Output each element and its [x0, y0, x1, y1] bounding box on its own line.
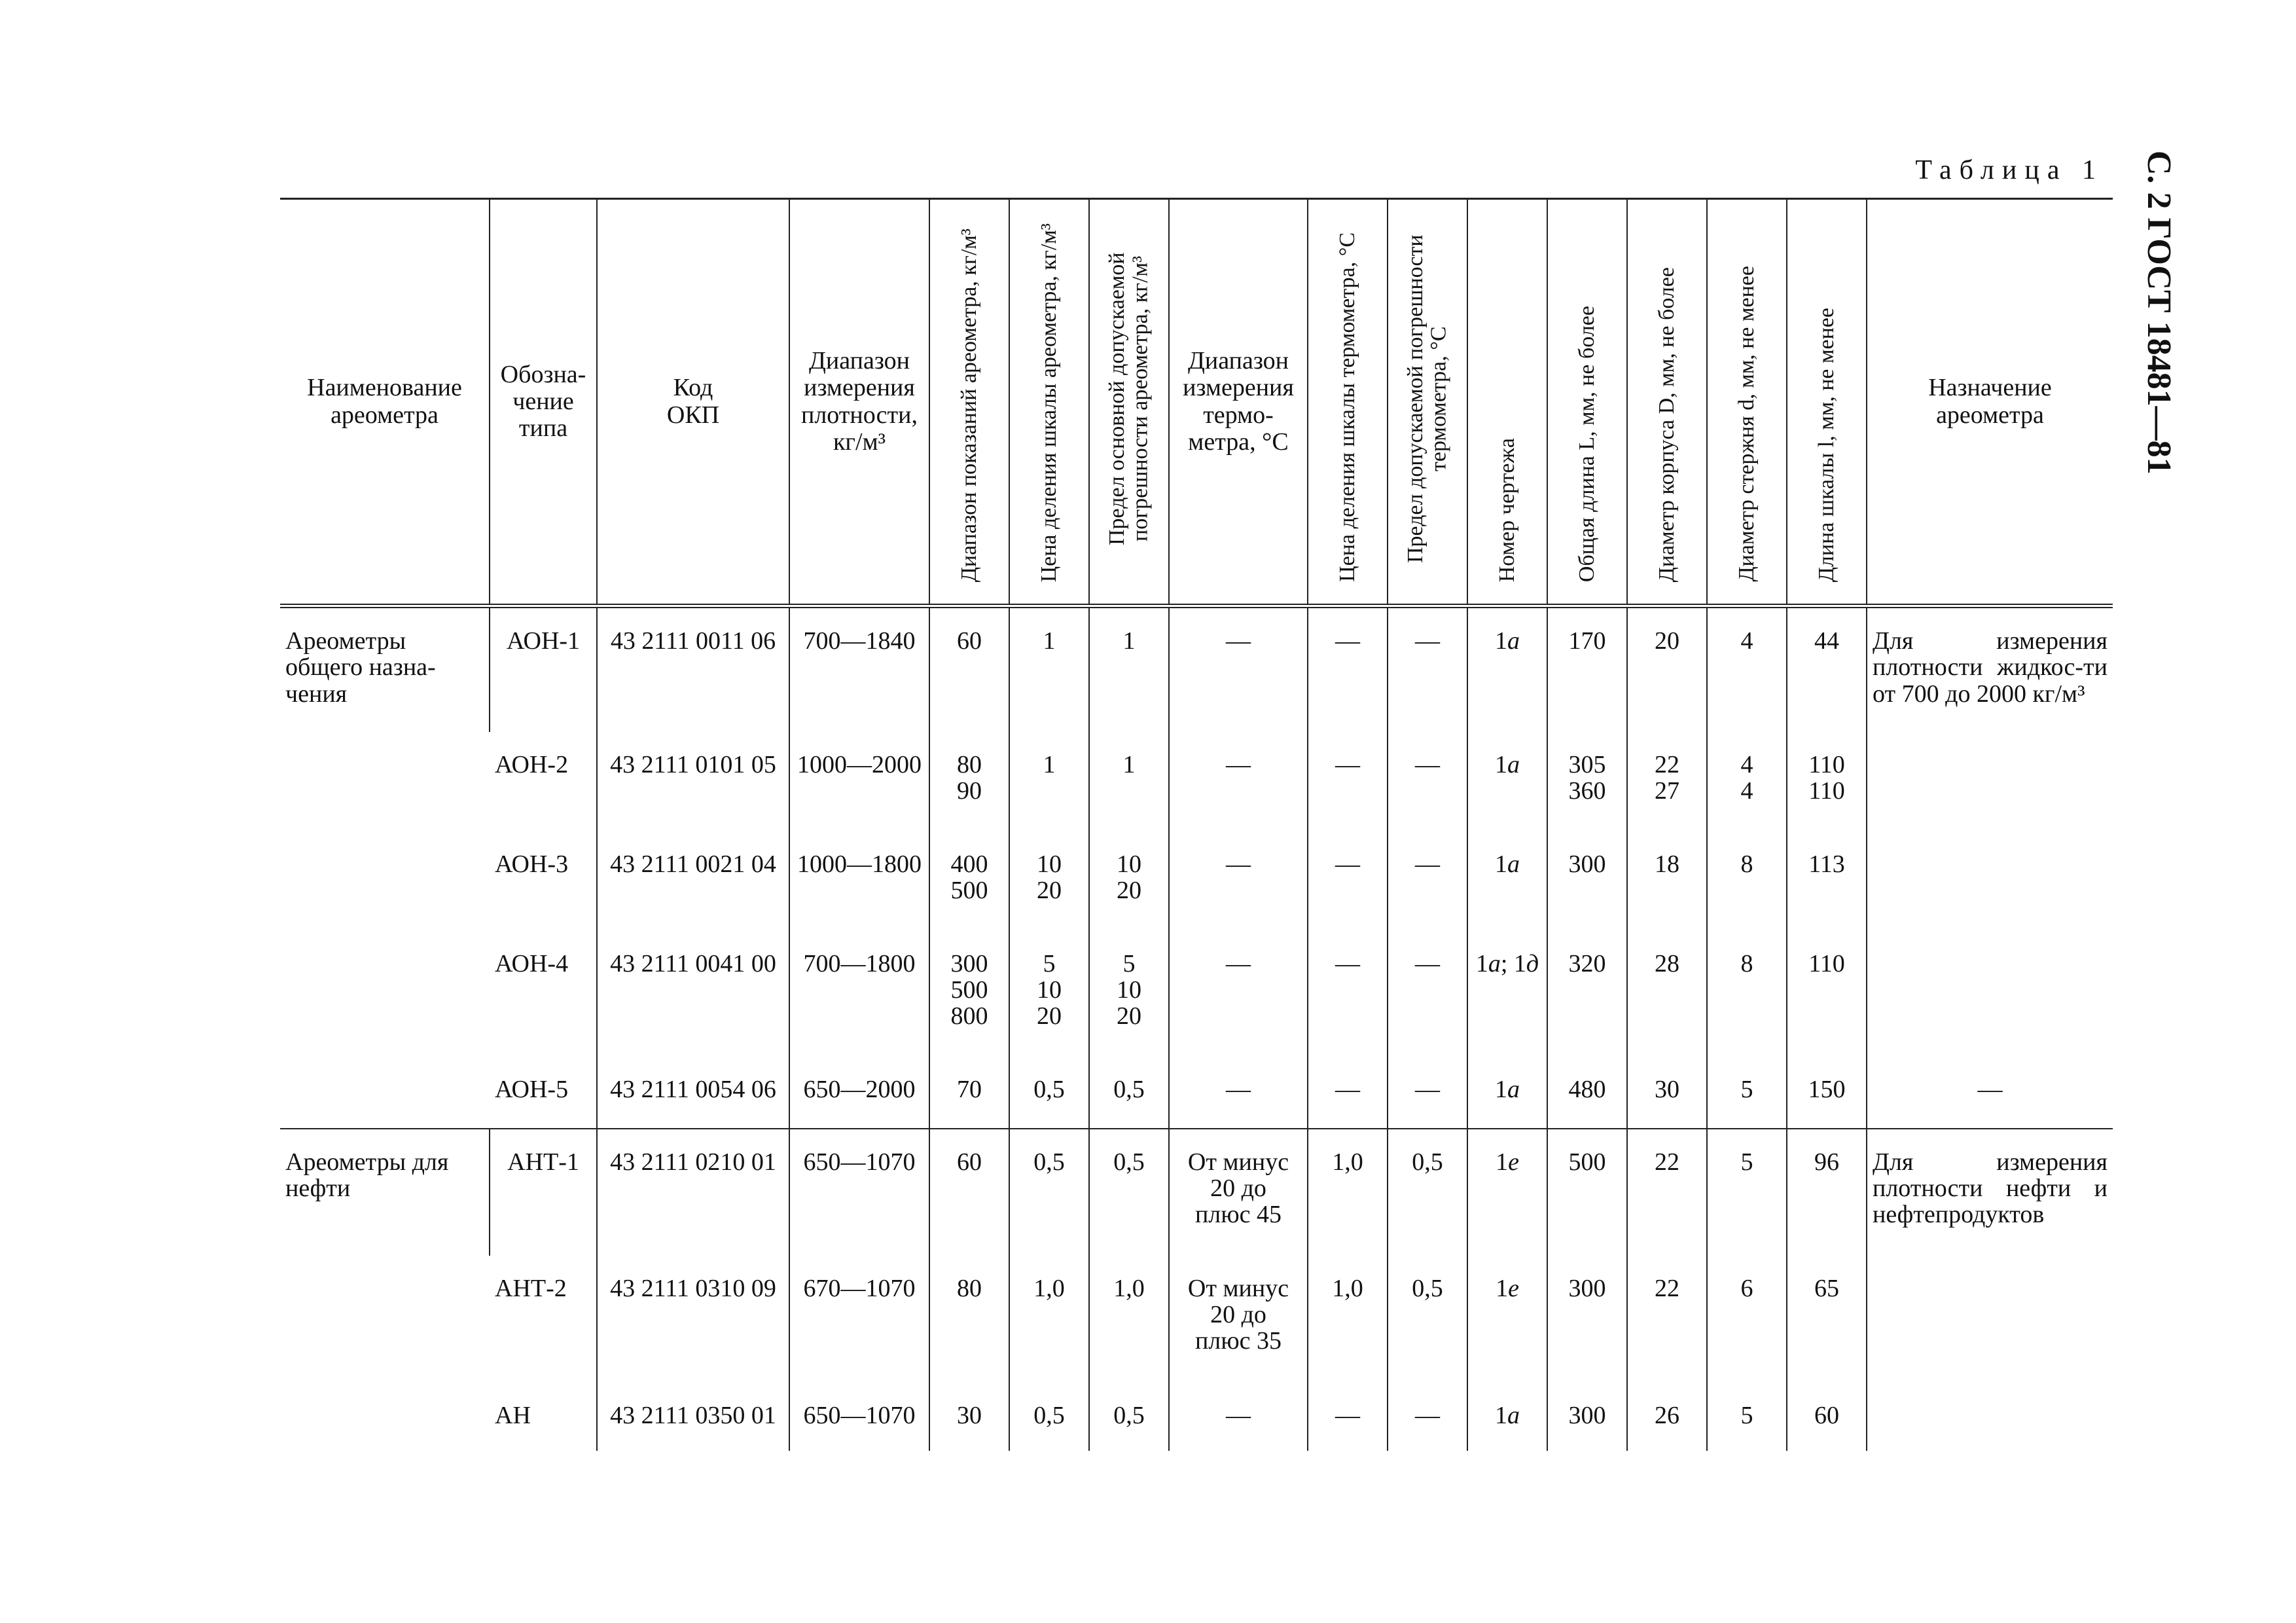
cell-thermo-range: — — [1169, 606, 1308, 732]
drawing-number: 1 — [1495, 627, 1507, 655]
table-row — [280, 831, 2113, 931]
cell-readings: 60 — [929, 1129, 1009, 1256]
header-thermo-error-text: Предел допускаемой погрешности термометра, °С — [1403, 234, 1451, 563]
header-drawing-text: Номер чертежа — [1495, 437, 1520, 582]
cell-thermo-error: 0,5 — [1388, 1256, 1467, 1383]
cell-thermo-error: 0,5 — [1388, 1129, 1467, 1256]
cell-thermo-division: — — [1308, 1383, 1388, 1451]
table-row — [280, 1057, 2113, 1129]
cell-okp: 43 2111 0011 06 — [597, 606, 789, 732]
cell-body-diameter: 26 — [1627, 1383, 1707, 1451]
drawing-number: 1 — [1495, 1401, 1507, 1429]
drawing-number: 1 — [1496, 1148, 1509, 1176]
cell-okp: 43 2111 0350 01 — [597, 1383, 789, 1451]
cell-error: 1,0 — [1089, 1256, 1169, 1383]
cell-stem-diameter: 4 4 — [1707, 732, 1787, 831]
cell-division: 1 — [1009, 606, 1089, 732]
cell-thermo-range: — — [1169, 732, 1308, 831]
group-name-oil: Ареометры для нефти — [280, 1129, 490, 1451]
cell-thermo-division: — — [1308, 732, 1388, 831]
cell-okp: 43 2111 0054 06 — [597, 1057, 789, 1129]
cell-division: 10 20 — [1009, 831, 1089, 931]
drawing-number: 1 — [1495, 1075, 1507, 1103]
cell-division: 0,5 — [1009, 1129, 1089, 1256]
cell-density: 650—2000 — [789, 1057, 929, 1129]
drawing-letter: а — [1507, 1075, 1520, 1103]
cell-stem-diameter: 8 — [1707, 831, 1787, 931]
cell-thermo-range: — — [1169, 1383, 1308, 1451]
cell-length: 170 — [1547, 606, 1627, 732]
cell-density: 670—1070 — [789, 1256, 929, 1383]
header-scale-division-text: Цена деления шкалы ареометра, кг/м³ — [1037, 223, 1062, 582]
cell-division: 5 10 20 — [1009, 931, 1089, 1057]
table-row — [280, 606, 2113, 732]
cell-error: 10 20 — [1089, 831, 1169, 931]
cell-readings: 30 — [929, 1383, 1009, 1451]
header-thermo-division-text: Цена деления шкалы термометра, °С — [1335, 232, 1360, 582]
cell-thermo-error: — — [1388, 1057, 1467, 1129]
cell-body-diameter: 30 — [1627, 1057, 1707, 1129]
header-purpose: Назначение ареометра — [1867, 199, 2113, 606]
cell-stem-diameter: 4 — [1707, 606, 1787, 732]
areometer-table — [280, 198, 2113, 1451]
header-readings-range-text: Диапазон показаний ареометра, кг/м³ — [957, 228, 982, 582]
header-scale-length-text: Длина шкалы l, мм, не менее — [1814, 307, 1839, 582]
purpose-general: Для измерения плотности жидкос-ти от 700 до 2000 кг/м³ — [1867, 606, 2113, 1057]
cell-drawing — [1467, 1256, 1547, 1383]
header-length — [1547, 199, 1627, 606]
cell-scale-length: 150 — [1787, 1057, 1867, 1129]
header-scale-division — [1009, 199, 1089, 606]
cell-thermo-division: — — [1308, 831, 1388, 931]
purpose-oil: Для измерения плотности нефти и нефтепродуктов — [1867, 1129, 2113, 1451]
cell-drawing — [1467, 1129, 1547, 1256]
cell-thermo-range: От минус 20 до плюс 35 — [1169, 1256, 1308, 1383]
cell-error: 5 10 20 — [1089, 931, 1169, 1057]
cell-scale-length: 60 — [1787, 1383, 1867, 1451]
cell-body-diameter: 22 — [1627, 1129, 1707, 1256]
cell-scale-length: 110 110 — [1787, 732, 1867, 831]
cell-type: АОН-3 — [495, 850, 569, 878]
cell-density: 650—1070 — [789, 1383, 929, 1451]
table-row — [280, 1383, 2113, 1451]
cell-body-diameter: 18 — [1627, 831, 1707, 931]
cell-density: 1000—1800 — [789, 831, 929, 931]
table-caption: Таблица 1 — [1915, 155, 2104, 185]
cell-error: 1 — [1089, 606, 1169, 732]
cell-okp: 43 2111 0210 01 — [597, 1129, 789, 1256]
cell-okp: 43 2111 0310 09 — [597, 1256, 789, 1383]
cell-type: АОН-1 — [490, 606, 597, 732]
cell-thermo-division: 1,0 — [1308, 1129, 1388, 1256]
cell-length: 480 — [1547, 1057, 1627, 1129]
header-type: Обозна- чение типа — [490, 199, 597, 606]
cell-drawing — [1467, 931, 1547, 1057]
cell-drawing — [1467, 606, 1547, 732]
header-error-limit — [1089, 199, 1169, 606]
header-density-range: Диапазон измерения плотности, кг/м³ — [789, 199, 929, 606]
cell-type: АОН-4 — [495, 949, 569, 977]
header-okp: Код ОКП — [597, 199, 789, 606]
cell-thermo-range: От минус 20 до плюс 45 — [1169, 1129, 1308, 1256]
cell-type: АН — [495, 1401, 531, 1429]
drawing-number: 1 — [1495, 750, 1507, 778]
cell-readings: 70 — [929, 1057, 1009, 1129]
header-scale-length — [1787, 199, 1867, 606]
cell-scale-length: 65 — [1787, 1256, 1867, 1383]
cell-division: 1 — [1009, 732, 1089, 831]
header-stem-diameter — [1707, 199, 1787, 606]
cell-density: 700—1840 — [789, 606, 929, 732]
cell-thermo-error: — — [1388, 606, 1467, 732]
header-body-diameter — [1627, 199, 1707, 606]
cell-scale-length: 44 — [1787, 606, 1867, 732]
table-header — [280, 199, 2113, 606]
cell-body-diameter: 22 — [1627, 1256, 1707, 1383]
cell-thermo-error: — — [1388, 1383, 1467, 1451]
cell-drawing — [1467, 1383, 1547, 1451]
drawing-letter: а — [1488, 949, 1501, 977]
cell-length: 500 — [1547, 1129, 1627, 1256]
cell-readings: 80 90 — [929, 732, 1009, 831]
cell-type: АОН-5 — [495, 1075, 569, 1103]
cell-drawing — [1467, 1057, 1547, 1129]
header-thermo-range: Диапазон измерения термо- метра, °С — [1169, 199, 1308, 606]
cell-drawing — [1467, 831, 1547, 931]
drawing-number: 1 — [1495, 850, 1507, 878]
drawing-letter-2: д — [1526, 949, 1539, 977]
cell-type: АНТ-1 — [490, 1129, 597, 1256]
table-row — [280, 1256, 2113, 1383]
table-body — [280, 606, 2113, 1451]
cell-division: 1,0 — [1009, 1256, 1089, 1383]
drawing-number: 1 — [1475, 949, 1488, 977]
cell-readings: 60 — [929, 606, 1009, 732]
header-name: Наименование ареометра — [280, 199, 490, 606]
cell-thermo-range: — — [1169, 931, 1308, 1057]
drawing-number: 1 — [1496, 1274, 1509, 1302]
drawing-letter: е — [1508, 1148, 1519, 1176]
cell-length: 300 — [1547, 1383, 1627, 1451]
drawing-letter: а — [1507, 627, 1520, 655]
cell-thermo-range: — — [1169, 1057, 1308, 1129]
table-row — [280, 1129, 2113, 1256]
drawing-letter: е — [1508, 1274, 1519, 1302]
header-readings-range — [929, 199, 1009, 606]
cell-body-diameter: 20 — [1627, 606, 1707, 732]
cell-length: 320 — [1547, 931, 1627, 1057]
table-row — [280, 931, 2113, 1057]
cell-readings: 400 500 — [929, 831, 1009, 931]
header-length-text: Общая длина L, мм, не более — [1575, 305, 1600, 582]
cell-purpose: — — [1867, 1057, 2113, 1129]
cell-division: 0,5 — [1009, 1057, 1089, 1129]
cell-density: 650—1070 — [789, 1129, 929, 1256]
header-body-diameter-text: Диаметр корпуса D, мм, не более — [1655, 266, 1679, 582]
cell-stem-diameter: 5 — [1707, 1129, 1787, 1256]
cell-stem-diameter: 8 — [1707, 931, 1787, 1057]
cell-thermo-division: 1,0 — [1308, 1256, 1388, 1383]
cell-error: 1 — [1089, 732, 1169, 831]
cell-length: 300 — [1547, 1256, 1627, 1383]
cell-division: 0,5 — [1009, 1383, 1089, 1451]
cell-length: 300 — [1547, 831, 1627, 931]
cell-error: 0,5 — [1089, 1057, 1169, 1129]
header-thermo-division — [1308, 199, 1388, 606]
cell-okp: 43 2111 0101 05 — [597, 732, 789, 831]
cell-body-diameter: 22 27 — [1627, 732, 1707, 831]
cell-scale-length: 96 — [1787, 1129, 1867, 1256]
cell-error: 0,5 — [1089, 1129, 1169, 1256]
cell-thermo-error: — — [1388, 931, 1467, 1057]
cell-okp: 43 2111 0021 04 — [597, 831, 789, 931]
cell-thermo-error: — — [1388, 831, 1467, 931]
drawing-letter: а — [1507, 1401, 1520, 1429]
cell-density: 700—1800 — [789, 931, 929, 1057]
table-row — [280, 732, 2113, 831]
cell-stem-diameter: 5 — [1707, 1383, 1787, 1451]
cell-okp: 43 2111 0041 00 — [597, 931, 789, 1057]
running-head: С. 2 ГОСТ 18481—81 — [2140, 151, 2178, 475]
header-error-limit-text: Предел основной допускаемой погрешности ареометра, кг/м³ — [1105, 252, 1153, 545]
drawing-separator: ; 1 — [1500, 949, 1526, 977]
cell-length: 305 360 — [1547, 732, 1627, 831]
cell-thermo-range: — — [1169, 831, 1308, 931]
header-drawing — [1467, 199, 1547, 606]
cell-thermo-error: — — [1388, 732, 1467, 831]
group-name-general: Ареометры общего назна-чения — [280, 606, 490, 1129]
cell-readings: 80 — [929, 1256, 1009, 1383]
cell-type: АНТ-2 — [495, 1274, 567, 1302]
cell-stem-diameter: 5 — [1707, 1057, 1787, 1129]
cell-body-diameter: 28 — [1627, 931, 1707, 1057]
header-stem-diameter-text: Диаметр стержня d, мм, не менее — [1734, 266, 1759, 582]
cell-thermo-division: — — [1308, 606, 1388, 732]
cell-scale-length: 113 — [1787, 831, 1867, 931]
drawing-letter: а — [1507, 750, 1520, 778]
cell-readings: 300 500 800 — [929, 931, 1009, 1057]
cell-drawing — [1467, 732, 1547, 831]
cell-density: 1000—2000 — [789, 732, 929, 831]
header-thermo-error — [1388, 199, 1467, 606]
drawing-letter: а — [1507, 850, 1520, 878]
cell-error: 0,5 — [1089, 1383, 1169, 1451]
cell-thermo-division: — — [1308, 931, 1388, 1057]
cell-scale-length: 110 — [1787, 931, 1867, 1057]
cell-stem-diameter: 6 — [1707, 1256, 1787, 1383]
cell-type: АОН-2 — [495, 750, 569, 778]
cell-thermo-division: — — [1308, 1057, 1388, 1129]
